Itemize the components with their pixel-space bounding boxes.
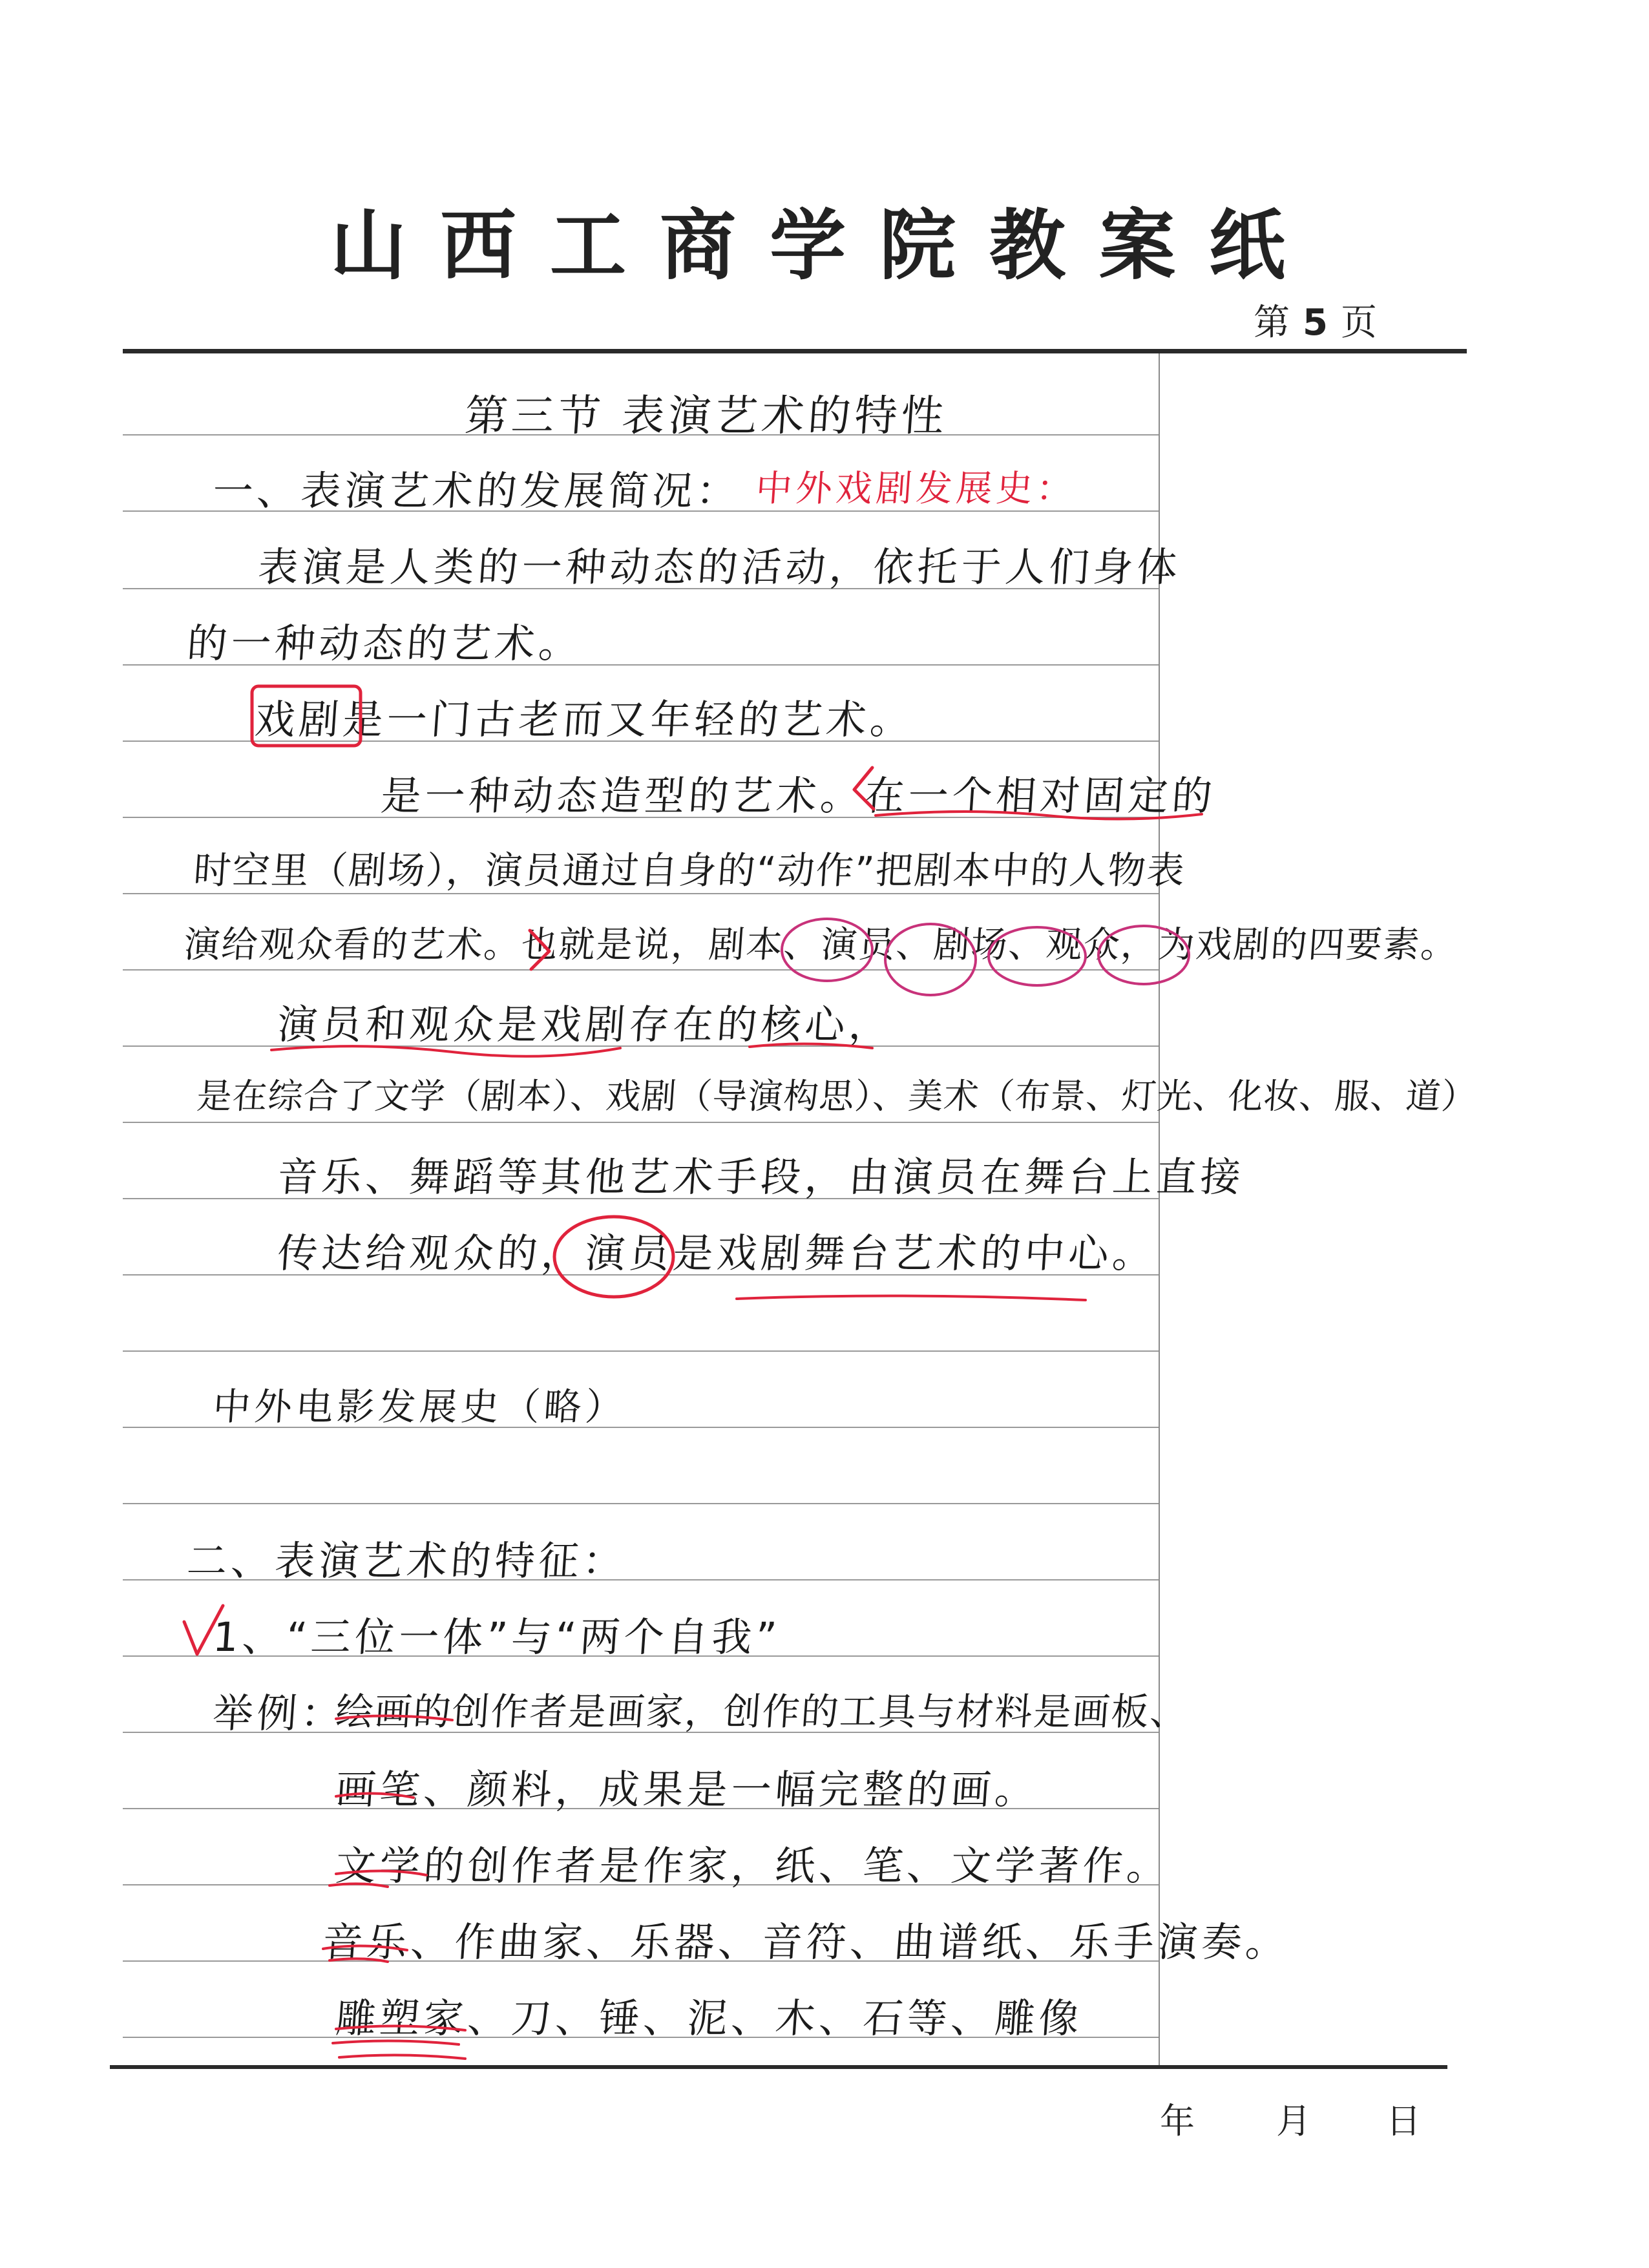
example-line: 绘画的创作者是画家，创作的工具与材料是画板、 — [334, 1690, 1191, 1734]
top-rule — [123, 349, 1467, 353]
paragraph-line: 演员和观众是戏剧存在的核心， — [276, 1001, 895, 1048]
ruled-line — [123, 969, 1159, 971]
heading-development-note: 中外戏剧发展史： — [754, 468, 1078, 510]
date-month: 月 — [1276, 2101, 1311, 2141]
bottom-rule — [110, 2065, 1447, 2069]
example-line: 雕塑家、刀、锤、泥、木、石等、雕像 — [334, 1995, 1085, 2042]
example-label: 举例： — [211, 1690, 347, 1737]
heading-features: 二、表演艺术的特征： — [185, 1537, 629, 1584]
heading-development: 一、表演艺术的发展简况： — [211, 467, 742, 514]
page-number — [1254, 294, 1377, 346]
margin-line — [1159, 353, 1160, 2065]
page-suffix: 页 — [1340, 302, 1377, 344]
film-history: 中外电影发展史（略） — [211, 1385, 629, 1429]
page-prefix: 第 — [1254, 302, 1290, 344]
paragraph-line: 传达给观众的，演员是戏剧舞台艺术的中心。 — [276, 1230, 1159, 1277]
paragraph-line: 演给观众看的艺术。也就是说，剧本、演员、剧场、观众，为戏剧的四要素。 — [182, 924, 1460, 966]
ruled-line — [123, 1350, 1159, 1352]
date-day: 日 — [1386, 2101, 1421, 2141]
paragraph-line: 时空里（剧场），演员通过自身的“动作”把剧本中的人物表 — [192, 848, 1188, 892]
paragraph-line: 音乐、舞蹈等其他艺术手段，由演员在舞台上直接 — [276, 1153, 1246, 1201]
red-underline — [737, 1296, 1086, 1300]
section-title: 第三节 表演艺术的特性 — [463, 391, 950, 441]
boxed-word-drama: 戏剧 — [253, 696, 345, 743]
paragraph-line: 是一种动态造型的艺术。在一个相对固定的 — [379, 772, 1218, 819]
paragraph-line: 表演是人类的一种动态的活动，依托于人们身体 — [257, 543, 1183, 591]
red-underline — [339, 2055, 465, 2059]
page-title: 山西工商学院教案纸 — [330, 200, 1319, 290]
example-line: 文学的创作者是作家，纸、笔、文学著作。 — [334, 1842, 1173, 1889]
date-year: 年 — [1160, 2101, 1195, 2141]
item-trinity: 1、“三位一体”与“两个自我” — [211, 1613, 782, 1661]
ruled-line — [123, 1503, 1159, 1504]
drama-definition: 是一门古老而又年轻的艺术。 — [341, 696, 916, 743]
example-line: 音乐、作曲家、乐器、音符、曲谱纸、乐手演奏。 — [321, 1918, 1292, 1966]
ruled-line — [123, 1122, 1159, 1123]
paragraph-line: 的一种动态的艺术。 — [185, 620, 585, 667]
paragraph-line-drama — [253, 688, 916, 745]
page-number-value: 5 — [1303, 302, 1328, 344]
example-line: 画笔、颜料，成果是一幅完整的画。 — [334, 1766, 1041, 1813]
paragraph-line: 是在综合了文学（剧本）、戏剧（导演构思）、美术（布景、灯光、化妆、服、道） — [195, 1076, 1478, 1117]
